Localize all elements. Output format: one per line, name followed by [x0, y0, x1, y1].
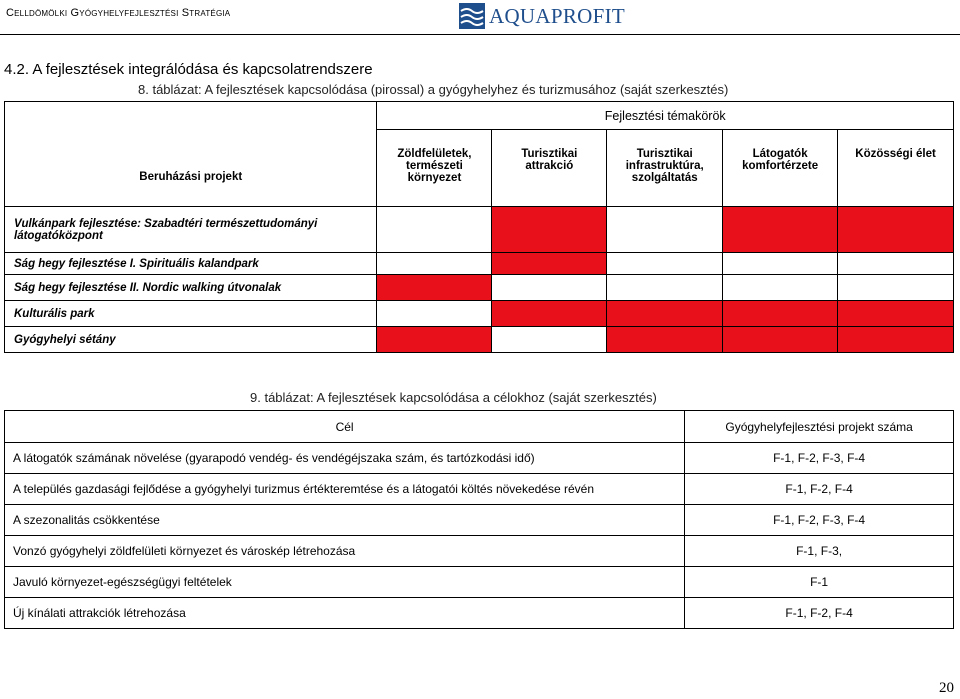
linked-cell [377, 327, 492, 353]
theme-header-line: attrakció [525, 160, 574, 172]
unlinked-cell [723, 253, 838, 275]
goal-column-header: Cél [5, 411, 685, 443]
theme-column-header [723, 130, 838, 207]
unlinked-cell [377, 253, 492, 275]
section-heading: 4.2. A fejlesztések integrálódása és kapcsolatrendszere [4, 61, 373, 78]
goal-text: A látogatók számának növelése (gyarapodó vendég- és vendégéjszaka szám, és tartózkodási idő) [5, 443, 685, 474]
unlinked-cell [838, 275, 954, 301]
theme-header-line: szolgáltatás [631, 172, 698, 184]
theme-column-header [838, 130, 954, 207]
project-name [5, 207, 377, 253]
theme-header-line: Turisztikai [636, 148, 693, 160]
unlinked-cell [607, 253, 723, 275]
aquaprofit-wave-icon [459, 3, 485, 29]
linked-cell [723, 301, 838, 327]
project-name [5, 301, 377, 327]
project-name [5, 253, 377, 275]
theme-header-line: komfortérzete [742, 160, 819, 172]
linked-cell [838, 327, 954, 353]
unlinked-cell [838, 253, 954, 275]
table-row [5, 505, 954, 536]
theme-column-header [607, 130, 723, 207]
unlinked-cell [377, 207, 492, 253]
linked-cell [838, 301, 954, 327]
table-row [5, 301, 954, 327]
project-numbers: F-1, F-2, F-3, F-4 [685, 443, 954, 474]
projects-column-header: Gyógyhelyfejlesztési projekt száma [685, 411, 954, 443]
theme-header-line: természeti [405, 160, 463, 172]
table-row [5, 474, 954, 505]
project-name-line: Kulturális park [14, 307, 95, 320]
table-row [5, 598, 954, 629]
goal-text: A település gazdasági fejlődése a gyógyhelyi turizmus értékteremtése és a látogatói költés növekedése révén [5, 474, 685, 505]
table9 [4, 410, 954, 629]
theme-header-line: Turisztikai [521, 148, 578, 160]
project-numbers: F-1 [685, 567, 954, 598]
table-row [5, 207, 954, 253]
theme-header-line: Látogatók [752, 148, 808, 160]
project-numbers: F-1, F-3, [685, 536, 954, 567]
table-row [5, 327, 954, 353]
project-name [5, 327, 377, 353]
linked-cell [723, 207, 838, 253]
table-row [5, 253, 954, 275]
project-numbers: F-1, F-2, F-4 [685, 598, 954, 629]
table-row [5, 536, 954, 567]
theme-header-line: környezet [407, 172, 462, 184]
table9-caption: 9. táblázat: A fejlesztések kapcsolódása a célokhoz (saját szerkesztés) [250, 390, 657, 405]
theme-header-line: Közösségi élet [855, 148, 936, 160]
linked-cell [492, 253, 607, 275]
project-column-header: Beruházási projekt [5, 102, 377, 207]
goal-text: Új kínálati attrakciók létrehozása [5, 598, 685, 629]
linked-cell [492, 301, 607, 327]
project-name [5, 275, 377, 301]
unlinked-cell [723, 275, 838, 301]
group-header: Fejlesztési témakörök [377, 102, 954, 130]
project-name-line: Ság hegy fejlesztése II. Nordic walking útvonalak [14, 281, 282, 294]
page-number: 20 [939, 680, 954, 696]
unlinked-cell [377, 301, 492, 327]
project-name-line: Gyógyhelyi sétány [14, 333, 116, 346]
linked-cell [492, 207, 607, 253]
table-row [5, 443, 954, 474]
linked-cell [838, 207, 954, 253]
linked-cell [607, 301, 723, 327]
header-divider [0, 34, 960, 35]
project-name-line: látogatóközpont [14, 229, 103, 242]
goal-text: A szezonalitás csökkentése [5, 505, 685, 536]
goal-text: Javuló környezet-egészségügyi feltételek [5, 567, 685, 598]
project-name-line: Vulkánpark fejlesztése: Szabadtéri természettudományi [14, 217, 318, 230]
logo-text: AQUAPROFIT [489, 3, 626, 28]
theme-header-line: infrastruktúra, [625, 160, 704, 172]
table8-caption: 8. táblázat: A fejlesztések kapcsolódása (pirossal) a gyógyhelyhez és turizmusához (saját szerkesztés) [138, 82, 729, 97]
project-numbers: F-1, F-2, F-3, F-4 [685, 505, 954, 536]
unlinked-cell [607, 207, 723, 253]
goal-text: Vonzó gyógyhelyi zöldfelületi környezet és városkép létrehozása [5, 536, 685, 567]
project-name-line: Ság hegy fejlesztése I. Spirituális kalandpark [14, 257, 259, 270]
linked-cell [607, 327, 723, 353]
aquaprofit-logo [459, 3, 625, 29]
linked-cell [723, 327, 838, 353]
document-header-title: Celldömölki Gyógyhelyfejlesztési Stratégia [6, 7, 231, 19]
theme-column-header [492, 130, 607, 207]
unlinked-cell [492, 275, 607, 301]
table-row [5, 275, 954, 301]
linked-cell [377, 275, 492, 301]
unlinked-cell [492, 327, 607, 353]
theme-column-header [377, 130, 492, 207]
unlinked-cell [607, 275, 723, 301]
project-numbers: F-1, F-2, F-4 [685, 474, 954, 505]
table-row [5, 567, 954, 598]
table8 [4, 101, 954, 353]
theme-header-line: Zöldfelületek, [397, 148, 472, 160]
